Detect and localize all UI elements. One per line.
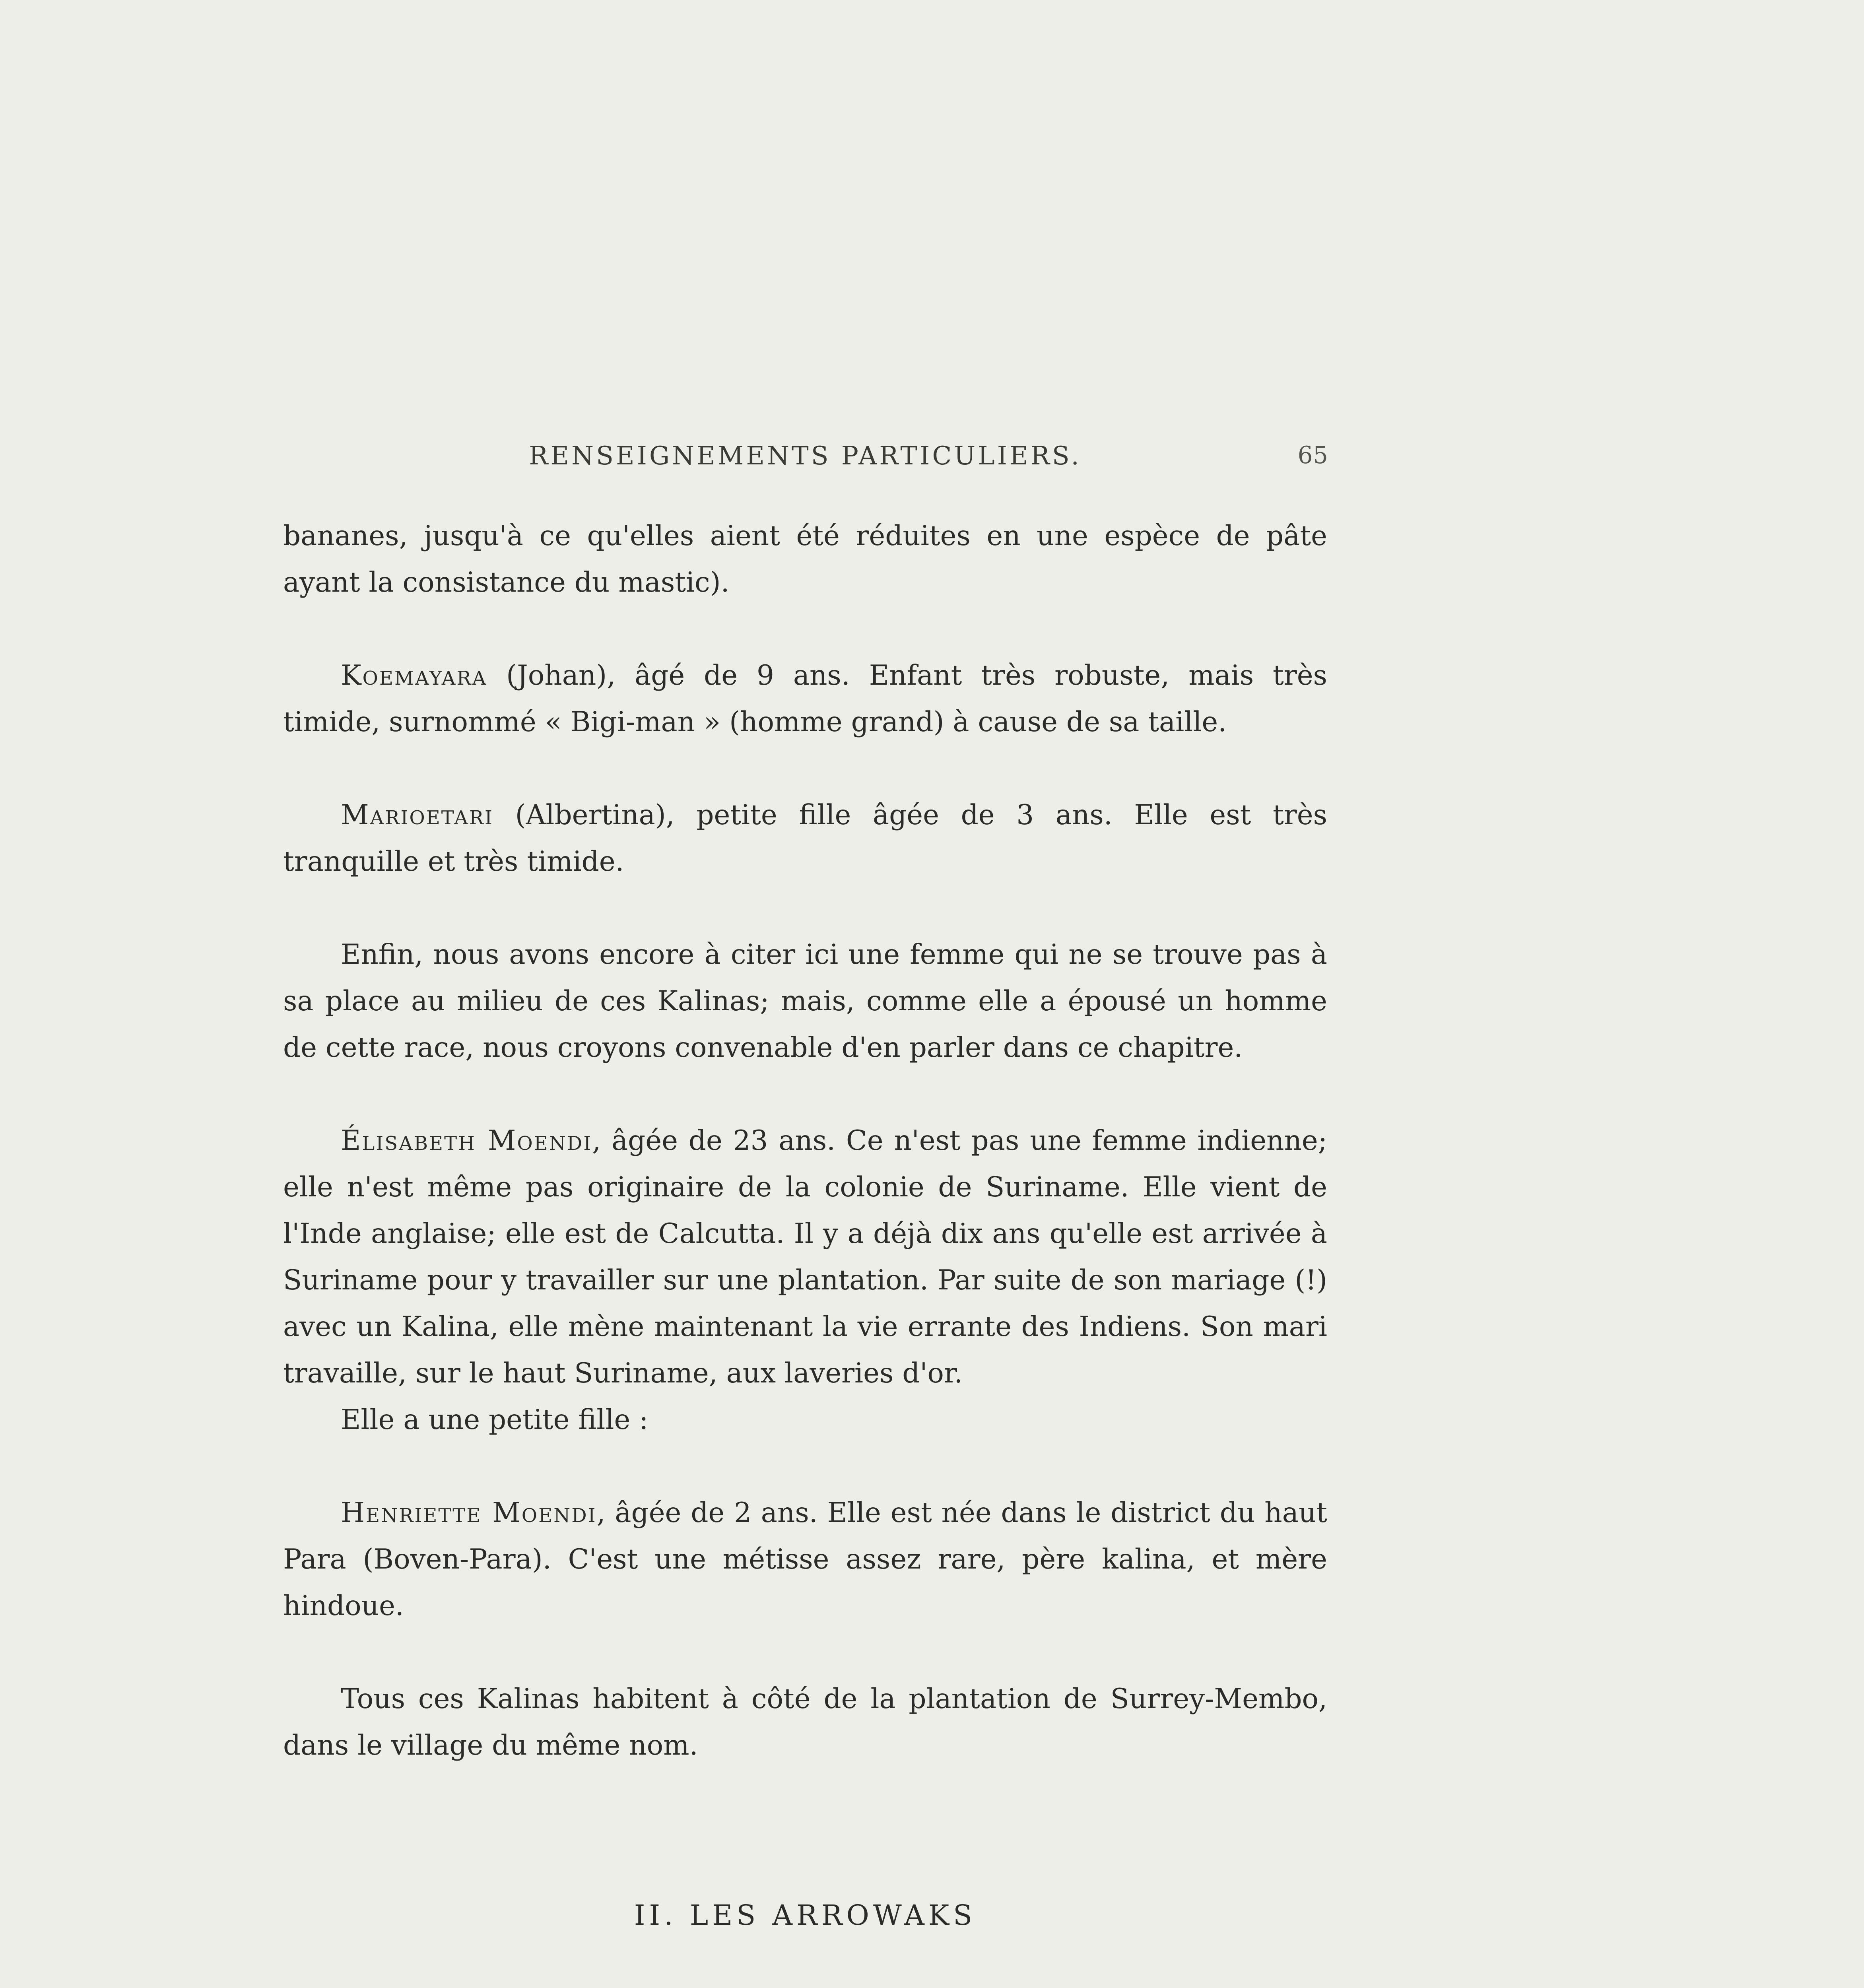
body-text (283, 513, 1327, 1988)
entry-text: (Johan), âgé de 9 ans. Enfant très robuste, mais très timide, surnommé « Bigi-man » (homme grand) à cause de sa taille. (283, 660, 1327, 738)
entry-name: Marioetari (341, 799, 493, 831)
entry-name: Élisabeth Moendi (341, 1125, 592, 1157)
paragraph-petite-fille: Elle a une petite fille : (341, 1404, 649, 1436)
page-number: 65 (1297, 441, 1328, 469)
entry-text: (Albertina), petite fille âgée de 3 ans. Elle est très tranquille et très timide. (283, 799, 1327, 878)
entry-text: , âgée de 2 ans. Elle est née dans le district du haut Para (Boven-Para). C'est une métisse assez rare, père kalina, et mère hindoue. (283, 1497, 1327, 1622)
running-head (282, 441, 1328, 485)
entry-elisabeth (283, 1118, 1327, 1397)
continuation-paragraph: bananes, jusqu'à ce qu'elles aient été réduites en une espèce de pâte ayant la consistance du mastic). (283, 520, 1327, 598)
entry-henriette (283, 1490, 1327, 1629)
entry-text: , âgée de 23 ans. Ce n'est pas une femme indienne; elle n'est même pas originaire de la colonie de Suriname. Elle vient de l'Inde anglaise; elle est de Calcutta. Il y a déjà dix ans qu'elle est arrivée à Suriname pour y travailler sur une plantation. Par suite de son mariage (!) avec un Kalina, elle mène maintenant la vie errante des Indiens. Son mari travaille, sur le haut Suriname, aux laveries d'or. (283, 1125, 1328, 1389)
paragraph-enfin: Enfin, nous avons encore à citer ici une femme qui ne se trouve pas à sa place au milieu de ces Kalinas; mais, comme elle a épousé un homme de cette race, nous croyons convenable d'en parler dans ce chapitre. (283, 939, 1327, 1064)
running-title: RENSEIGNEMENTS PARTICULIERS. (529, 441, 1082, 471)
entry-marioetari (283, 792, 1327, 885)
entry-name: Henriette Moendi (341, 1497, 597, 1529)
paragraph-tous: Tous ces Kalinas habitent à côté de la plantation de Surrey-Membo, dans le village du même nom. (283, 1683, 1327, 1761)
entry-koemayara (283, 652, 1327, 746)
section-heading: II. LES ARROWAKS (634, 1899, 977, 1932)
entry-name: Koemayara (341, 660, 487, 691)
